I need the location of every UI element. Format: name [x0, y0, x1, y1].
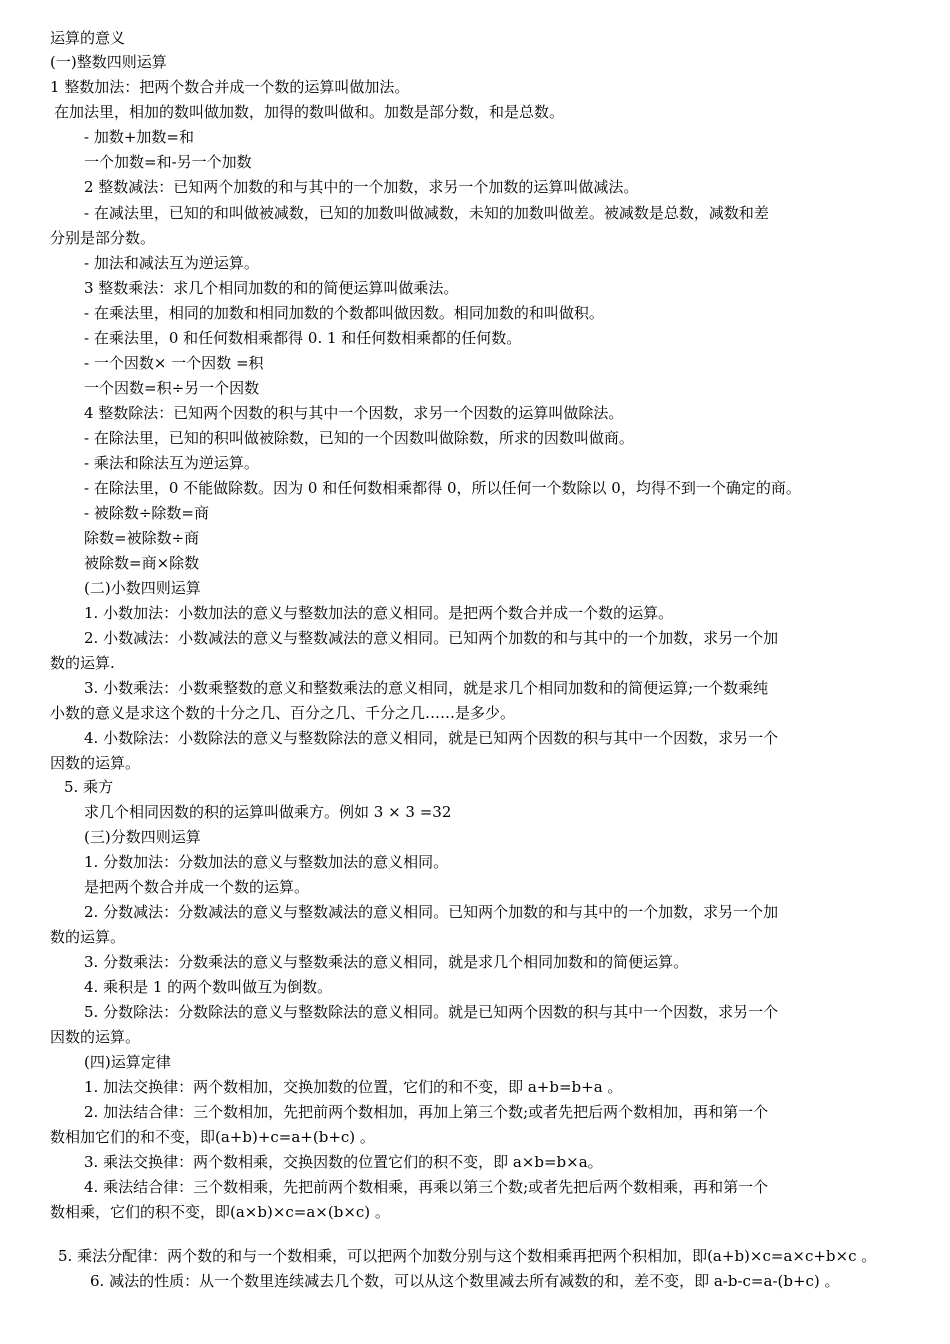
text-line: 1. 加法交换律：两个数相加，交换加数的位置，它们的和不变，即 a+b=b+a 。 — [84, 1078, 623, 1096]
text-line: 3. 小数乘法：小数乘整数的意义和整数乘法的意义相同，就是求几个相同加数和的简便运算;一个数乘纯 — [84, 679, 769, 697]
text-line: 4. 乘积是 1 的两个数叫做互为倒数。 — [84, 978, 333, 996]
text-line: 分别是部分数。 — [50, 229, 156, 247]
text-line: 1. 小数加法：小数加法的意义与整数加法的意义相同。是把两个数合并成一个数的运算。 — [84, 604, 674, 622]
text-line: - 加数+加数=和 — [84, 128, 194, 146]
text-line: 1. 分数加法：分数加法的意义与整数加法的意义相同。 — [84, 853, 449, 871]
text-line: 被除数=商×除数 — [84, 554, 200, 572]
text-line: - 在乘法里，相同的加数和相同加数的个数都叫做因数。相同加数的和叫做积。 — [84, 304, 604, 322]
text-line: 数的运算。 — [50, 928, 126, 946]
text-line: 3. 分数乘法：分数乘法的意义与整数乘法的意义相同，就是求几个相同加数和的简便运算。 — [84, 953, 689, 971]
text-line: - 被除数÷除数=商 — [84, 504, 209, 522]
text-line: - 一个因数× 一个因数 =积 — [84, 354, 264, 372]
text-line: 2. 加法结合律：三个数相加，先把前两个数相加，再加上第三个数;或者先把后两个数相加，再和第一个 — [84, 1103, 769, 1121]
text-line: 3. 乘法交换律：两个数相乘，交换因数的位置它们的积不变，即 a×b=b×a。 — [84, 1153, 603, 1171]
text-line: 数的运算. — [50, 654, 115, 672]
text-line: 在加法里，相加的数叫做加数，加得的数叫做和。加数是部分数，和是总数。 — [54, 103, 565, 121]
text-line: 因数的运算。 — [50, 754, 141, 772]
text-line: 小数的意义是求这个数的十分之几、百分之几、千分之几……是多少。 — [50, 704, 516, 722]
text-line: - 在乘法里，0 和任何数相乘都得 0. 1 和任何数相乘都的任何数。 — [84, 329, 522, 347]
text-line: - 在除法里，已知的积叫做被除数，已知的一个因数叫做除数，所求的因数叫做商。 — [84, 429, 634, 447]
text-line: - 在减法里，已知的和叫做被减数，已知的加数叫做减数，未知的加数叫做差。被减数是总数，减数和差 — [84, 204, 769, 222]
text-line: 4. 小数除法：小数除法的意义与整数除法的意义相同，就是已知两个因数的积与其中一个因数，求另一个 — [84, 729, 779, 747]
text-line: 2. 小数减法：小数减法的意义与整数减法的意义相同。已知两个加数的和与其中的一个加数，求另一个加 — [84, 629, 779, 647]
text-line: (四)运算定律 — [84, 1053, 171, 1071]
text-line: (二)小数四则运算 — [84, 579, 201, 597]
text-line: 是把两个数合并成一个数的运算。 — [84, 878, 310, 896]
text-line: 3 整数乘法：求几个相同加数的和的简便运算叫做乘法。 — [84, 279, 459, 297]
text-line: (一)整数四则运算 — [50, 53, 167, 71]
text-line: 因数的运算。 — [50, 1028, 141, 1046]
text-line: - 加法和减法互为逆运算。 — [84, 254, 259, 272]
text-line: 2. 分数减法：分数减法的意义与整数减法的意义相同。已知两个加数的和与其中的一个加数，求另一个加 — [84, 903, 779, 921]
text-line: (三)分数四则运算 — [84, 828, 201, 846]
text-line: 5. 乘方 — [64, 778, 114, 796]
text-line: 一个因数=积÷另一个因数 — [84, 379, 260, 397]
text-line: 5. 乘法分配律：两个数的和与一个数相乘，可以把两个加数分别与这个数相乘再把两个积相加，即(a+b)×c=a×c+b×c 。 — [58, 1247, 877, 1265]
text-line: 数相乘，它们的积不变，即(a×b)×c=a×(b×c) 。 — [50, 1203, 390, 1221]
text-line: 数相加它们的和不变，即(a+b)+c=a+(b+c) 。 — [50, 1128, 375, 1146]
text-line: - 在除法里，0 不能做除数。因为 0 和任何数相乘都得 0，所以任何一个数除以 0，均得不到一个确定的商。 — [84, 479, 801, 497]
text-line: 6. 减法的性质：从一个数里连续减去几个数，可以从这个数里减去所有减数的和，差不变，即 a-b-c=a-(b+c) 。 — [90, 1272, 840, 1290]
text-line: 1 整数加法：把两个数合并成一个数的运算叫做加法。 — [50, 78, 410, 96]
text-line: 求几个相同因数的积的运算叫做乘方。例如 3 × 3 =32 — [84, 803, 452, 821]
text-line: 4. 乘法结合律：三个数相乘，先把前两个数相乘，再乘以第三个数;或者先把后两个数相乘，再和第一个 — [84, 1178, 769, 1196]
text-line: 除数=被除数÷商 — [84, 529, 200, 547]
text-line: 2 整数减法：已知两个加数的和与其中的一个加数，求另一个加数的运算叫做减法。 — [84, 178, 639, 196]
text-line: 一个加数=和-另一个加数 — [84, 153, 252, 171]
text-line: - 乘法和除法互为逆运算。 — [84, 454, 259, 472]
text-line: 5. 分数除法：分数除法的意义与整数除法的意义相同。就是已知两个因数的积与其中一个因数，求另一个 — [84, 1003, 779, 1021]
text-line: 4 整数除法：已知两个因数的积与其中一个因数，求另一个因数的运算叫做除法。 — [84, 404, 624, 422]
text-line: 运算的意义 — [50, 29, 126, 47]
